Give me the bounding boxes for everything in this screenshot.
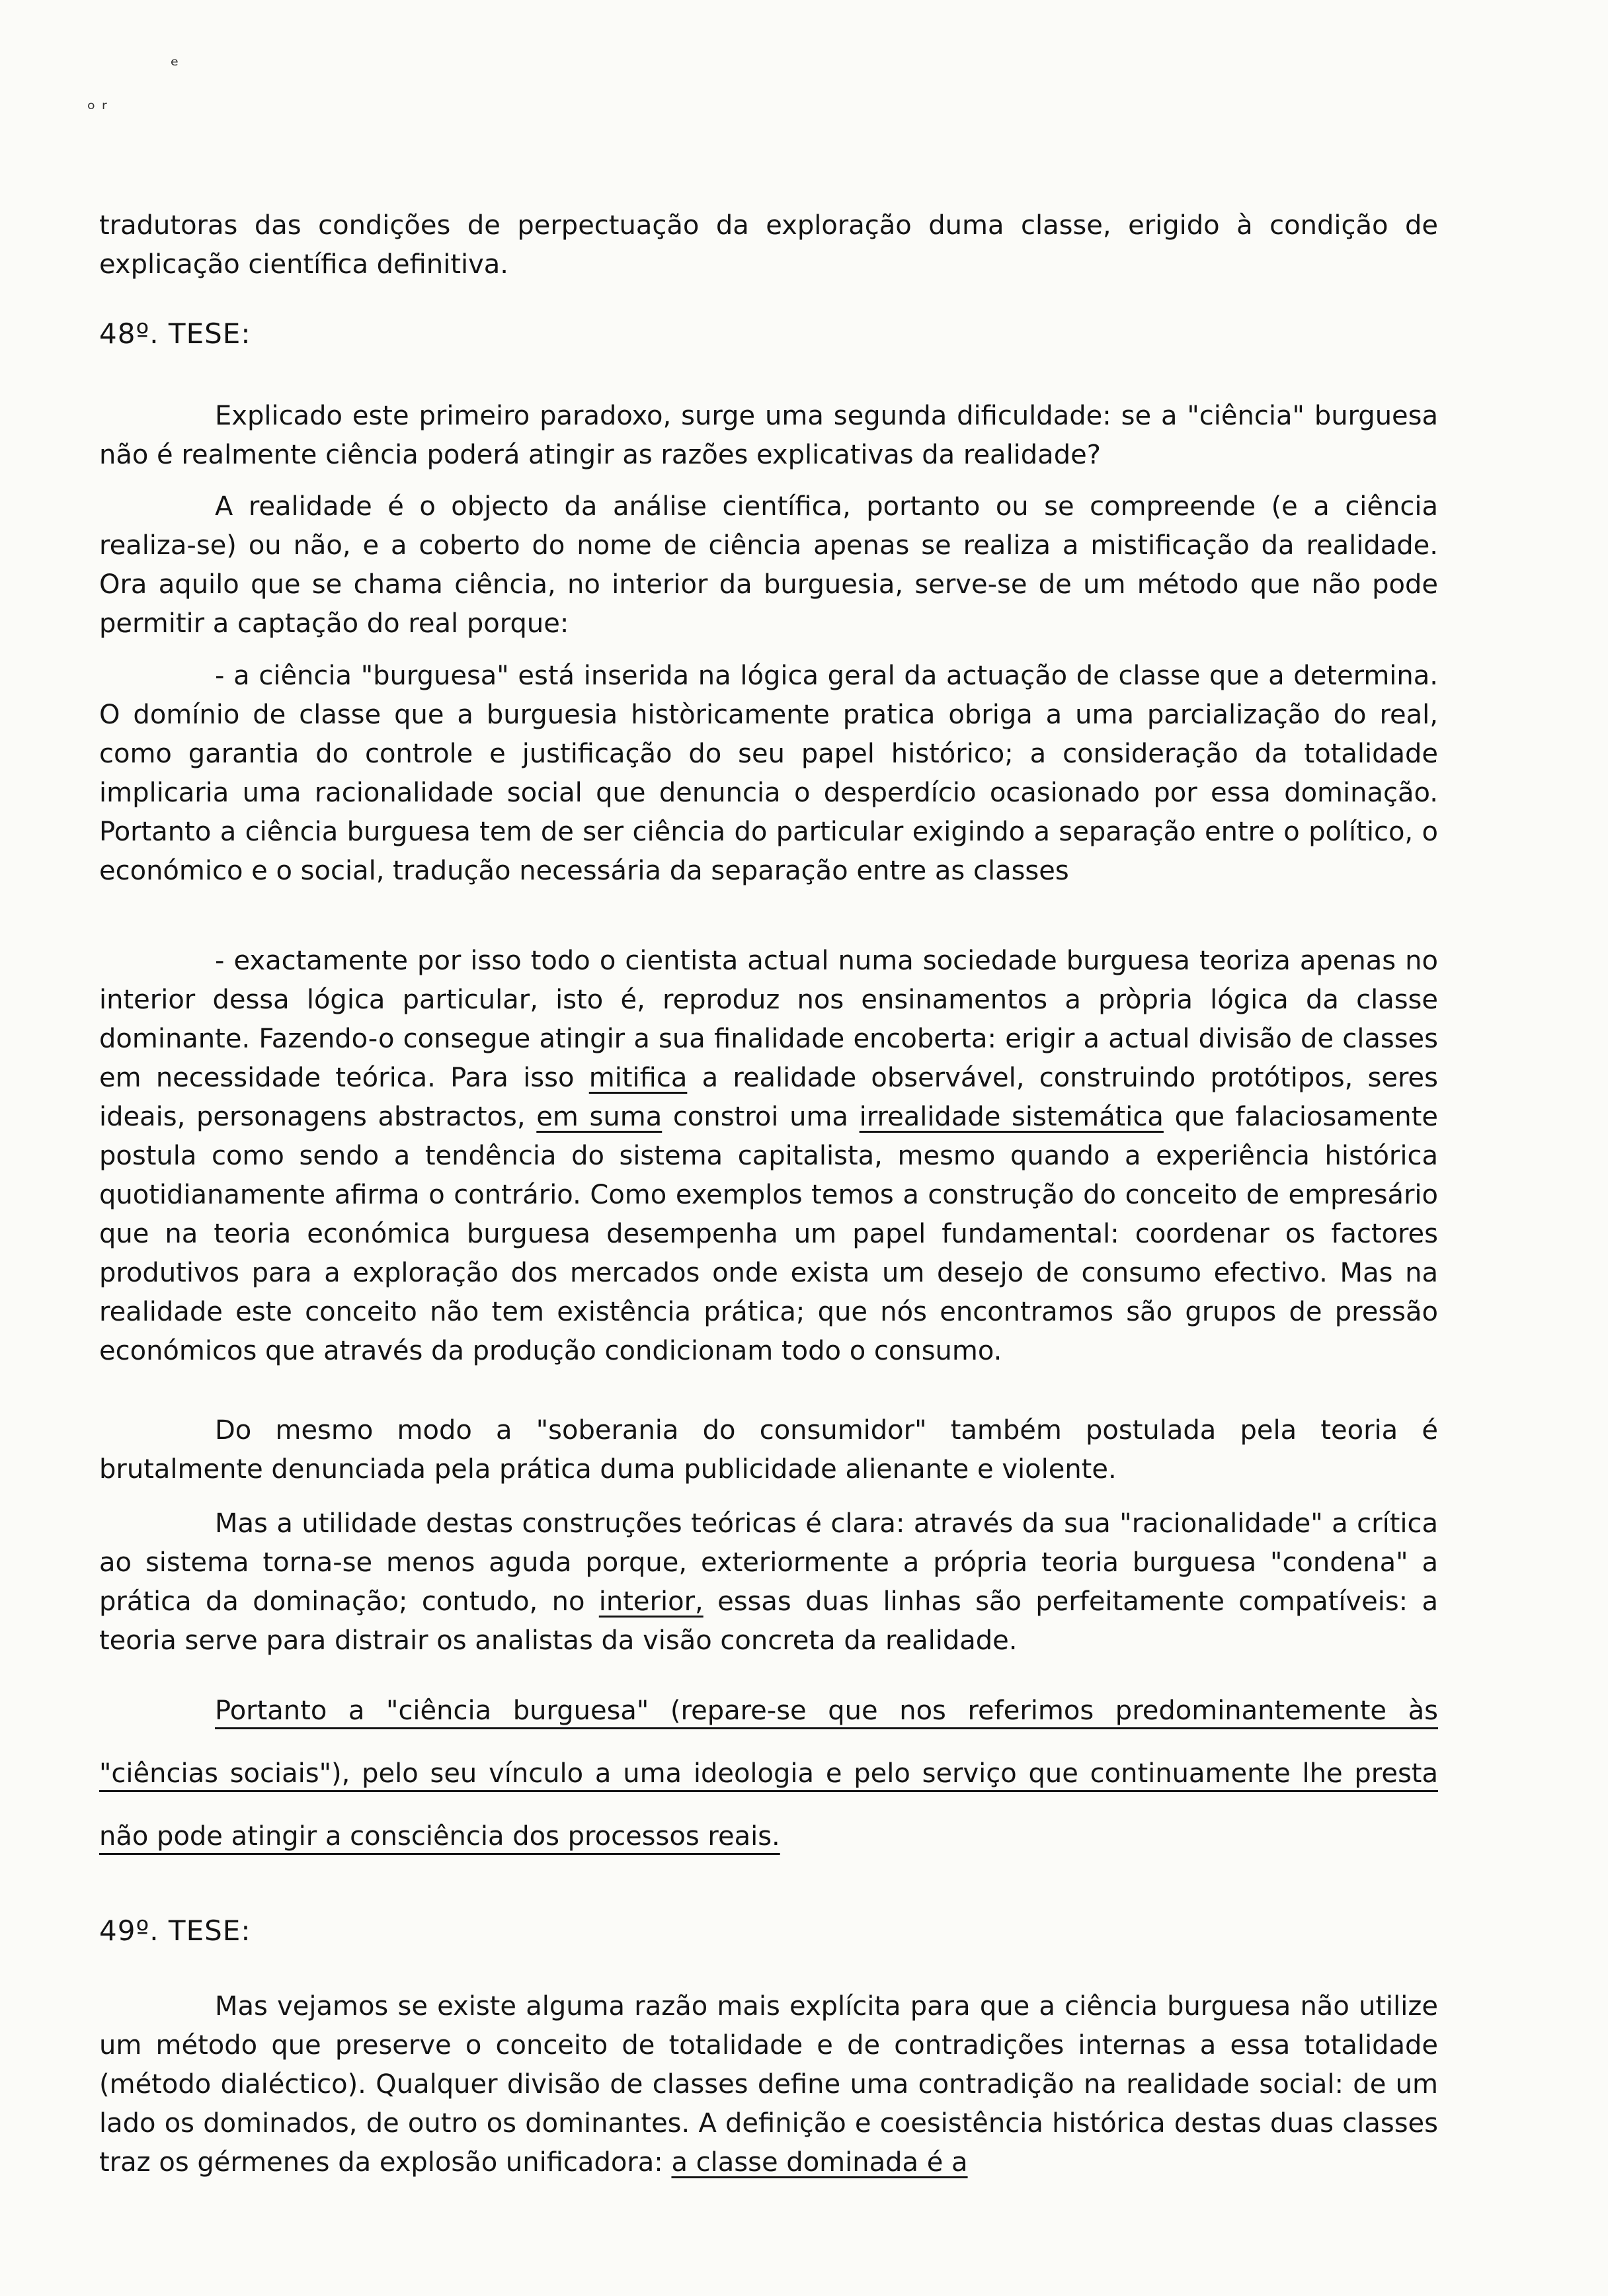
thesis-48-heading: 48º. TESE: <box>99 317 251 350</box>
paragraph-intro: tradutoras das condições de perpectuação da exploração duma classe, erigido à condição de explicação científica definitiva. <box>99 210 1438 280</box>
paragraph-4-text: - exactamente por isso todo o cientista actual numa sociedade burguesa teoriza apenas no interior dessa lógica particular, isto é, reproduz nos ensinamentos a pròpria lógica da classe dominante. Fazendo-o consegue atingir a sua finalidade encoberta: erigir a actual divisão de classes em necessidade teórica. Para isso <box>99 946 1438 1093</box>
paragraph-8-text: Mas vejamos se existe alguma razão mais explícita para que a ciência burguesa não utilize um método que preserve o conceito de totalidade e de contradições internas a essa totalidade (método dialéctico). Qualquer divisão de classes define uma contradição na realidade social: de um lado os dominados, de outro os dominantes. A definição e coesistência histórica destas duas classes traz os gérmenes da explosão unificadora: <box>99 1991 1438 2178</box>
paragraph-6-text: Mas a utilidade destas construções teóricas é clara: através da sua "racionalidade" a crítica ao sistema torna-se menos aguda porque, exteriormente a própria teoria burguesa "condena" a prática da dominação; contudo, no <box>99 1508 1438 1617</box>
paragraph-block-3 <box>99 657 1438 891</box>
paragraph-4-text: que falaciosamente postula como sendo a tendência do sistema capitalista, mesmo quando a experiência histórica quotidianamente afirma o contrário. Como exemplos temos a construção do conceito de empresário que na teoria económica burguesa desempenha um papel fundamental: coordenar os factores produtivos para a exploração dos mercados onde exista um desejo de consumo efectivo. Mas na realidade este conceito não tem existência prática; que nós encontramos são grupos de pressão económicos que através da produção condicionam todo o consumo. <box>99 1102 1439 1366</box>
underlined-phrase: interior, <box>598 1586 704 1617</box>
thesis-48-heading-block <box>99 317 1438 350</box>
paragraph-block-8 <box>99 1987 1438 2182</box>
paragraph-8 <box>99 1987 1438 2182</box>
paragraph-2: A realidade é o objecto da análise científica, portanto ou se compreende (e a ciência realiza-se) ou não, e a coberto do nome de ciência apenas se realiza a mistificação da realidade. Ora aquilo que se chama ciência, no interior da burguesia, serve-se de um método que não pode permitir a captação do real porque: <box>99 491 1438 639</box>
thesis-49-heading: 49º. TESE: <box>99 1914 251 1947</box>
paragraph-6-text: essas duas linhas são perfeitamente compatíveis: a teoria serve para distrair os analistas da visão concreta da realidade. <box>99 1586 1438 1656</box>
paragraph-4-text: a realidade observável, construindo protótipos, seres ideais, personagens abstractos, <box>99 1063 1438 1132</box>
paragraph-4 <box>99 942 1438 1371</box>
conclusion-paragraph: Portanto a "ciência burguesa" (repare-se que nos referimos predominantemente às "ciências sociais"), pelo seu vínculo a uma ideologia e pelo serviço que continuamente lhe presta não pode atingir a consciência dos processos reais. <box>99 1696 1438 1852</box>
thesis-49-heading-block <box>99 1914 1438 1947</box>
paragraph-block-7 <box>99 1680 1438 1868</box>
margin-mark: ᵒ ʳ <box>87 98 107 121</box>
underlined-phrase: irrealidade sistemática <box>859 1102 1164 1132</box>
underlined-phrase: a classe dominada é a <box>671 2147 968 2178</box>
paragraph-4-text: constroi uma <box>662 1102 860 1132</box>
paragraph-3: - a ciência "burguesa" está inserida na lógica geral da actuação de classe que a determina. O domínio de classe que a burguesia històricamente pratica obriga a uma parcialização do real, como garantia do controle e justificação do seu papel histórico; a consideração da totalidade implicaria uma racionalidade social que denuncia o desperdício ocasionado por essa dominação. Portanto a ciência burguesa tem de ser ciência do particular exigindo a separação entre o político, o económico e o social, tradução necessária da separação entre as classes <box>99 661 1438 886</box>
intro-paragraph-block <box>99 206 1438 284</box>
paragraph-block-6 <box>99 1504 1438 1660</box>
margin-mark: ᵉ <box>171 54 179 77</box>
paragraph-block-4 <box>99 942 1438 1371</box>
paragraph-1: Explicado este primeiro paradoxo, surge uma segunda dificuldade: se a "ciência" burguesa não é realmente ciência poderá atingir as razões explicativas da realidade? <box>99 401 1438 470</box>
paragraph-block-2 <box>99 487 1438 643</box>
paragraph-6 <box>99 1504 1438 1660</box>
paragraph-5: Do mesmo modo a "soberania do consumidor" também postulada pela teoria é brutalmente denunciada pela prática duma publicidade alienante e violente. <box>99 1415 1438 1485</box>
paragraph-block-1 <box>99 397 1438 475</box>
underlined-phrase: mitifica <box>588 1063 688 1093</box>
underlined-phrase: em suma <box>536 1102 663 1132</box>
paragraph-block-5 <box>99 1411 1438 1489</box>
